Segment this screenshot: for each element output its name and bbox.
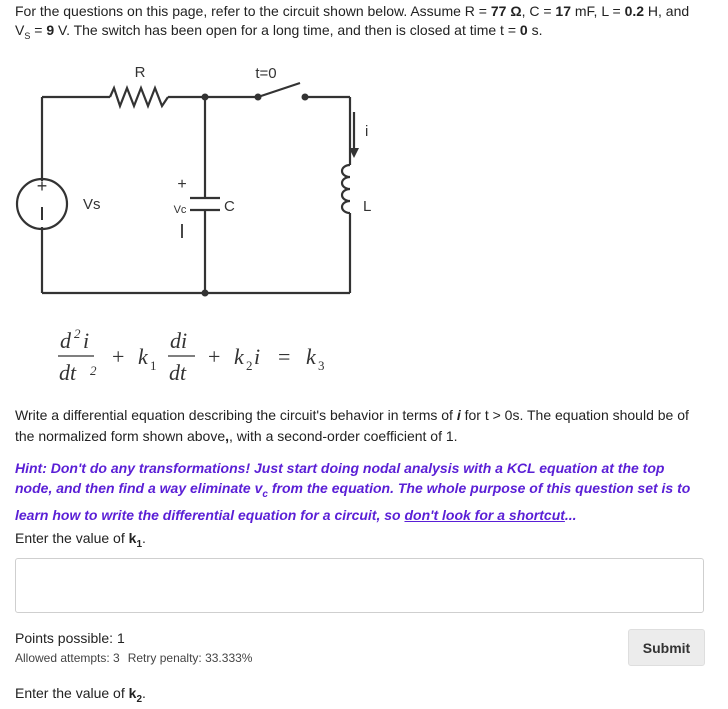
svg-text:d: d (60, 328, 71, 353)
inductor (342, 165, 350, 213)
points-possible: Points possible: 1 (15, 630, 125, 646)
svg-text:k: k (138, 344, 148, 369)
i-label: i (365, 123, 369, 140)
svg-text:k: k (234, 344, 244, 369)
svg-text:2: 2 (74, 326, 81, 341)
vc-label: Vc (173, 204, 187, 216)
c-label: C (224, 198, 235, 215)
k1-answer-input[interactable] (15, 558, 704, 613)
switch (258, 83, 300, 97)
svg-text:k: k (306, 344, 316, 369)
svg-text:2: 2 (90, 363, 97, 378)
svg-text:=: = (278, 344, 291, 369)
svg-text:+: + (36, 176, 48, 196)
hint-text: Hint: Don't do any transformations! Just start doing nodal analysis with a KCL equation at the top node, and then find a way eliminate $v_c$ from the equation. The whole purpose of this question set is to learn how to write the differential equation for a circuit, so don't look for a shortcut... (15, 460, 691, 523)
svg-text:dt: dt (169, 360, 187, 385)
intro-text: For the questions on this page, refer to the circuit shown below. Assume R = 77 Ω, C = 17 mF, L = 0.2 H, and $V_S = 9$ V. The switch has been open for a long time, and then is closed at time t = 0 s. (15, 3, 690, 41)
normalized-equation (50, 322, 350, 392)
submit-button[interactable]: Submit (628, 629, 705, 666)
switch-label: t=0 (255, 65, 277, 82)
l-label: L (363, 198, 372, 215)
svg-text:di: di (170, 328, 188, 353)
question-text: Write a differential equation describing the circuit's behavior in terms of i for t > 0s. The equation should be of the normalized form shown above,, with a second-order coefficient of 1. (15, 407, 689, 444)
svg-text:+: + (208, 344, 221, 369)
svg-text:i: i (83, 328, 90, 353)
prompt-k2: Enter the value of $k_2$. (15, 685, 146, 705)
vs-label: Vs (83, 196, 101, 213)
attempts-info: Allowed attempts: 3 Retry penalty: 33.333% (15, 651, 253, 665)
svg-text:+: + (112, 344, 125, 369)
r-label: R (134, 64, 146, 81)
svg-text:i: i (254, 344, 261, 369)
svg-text:2: 2 (246, 358, 253, 373)
circuit-diagram (0, 52, 400, 307)
prompt-k1: Enter the value of $k_1$. (15, 530, 146, 550)
resistor (110, 88, 168, 106)
shortcut-link[interactable]: don't look for a shortcut (404, 506, 565, 523)
svg-text:dt: dt (59, 360, 77, 385)
svg-text:3: 3 (318, 358, 325, 373)
svg-text:1: 1 (150, 358, 157, 373)
svg-text:+: + (177, 176, 187, 193)
